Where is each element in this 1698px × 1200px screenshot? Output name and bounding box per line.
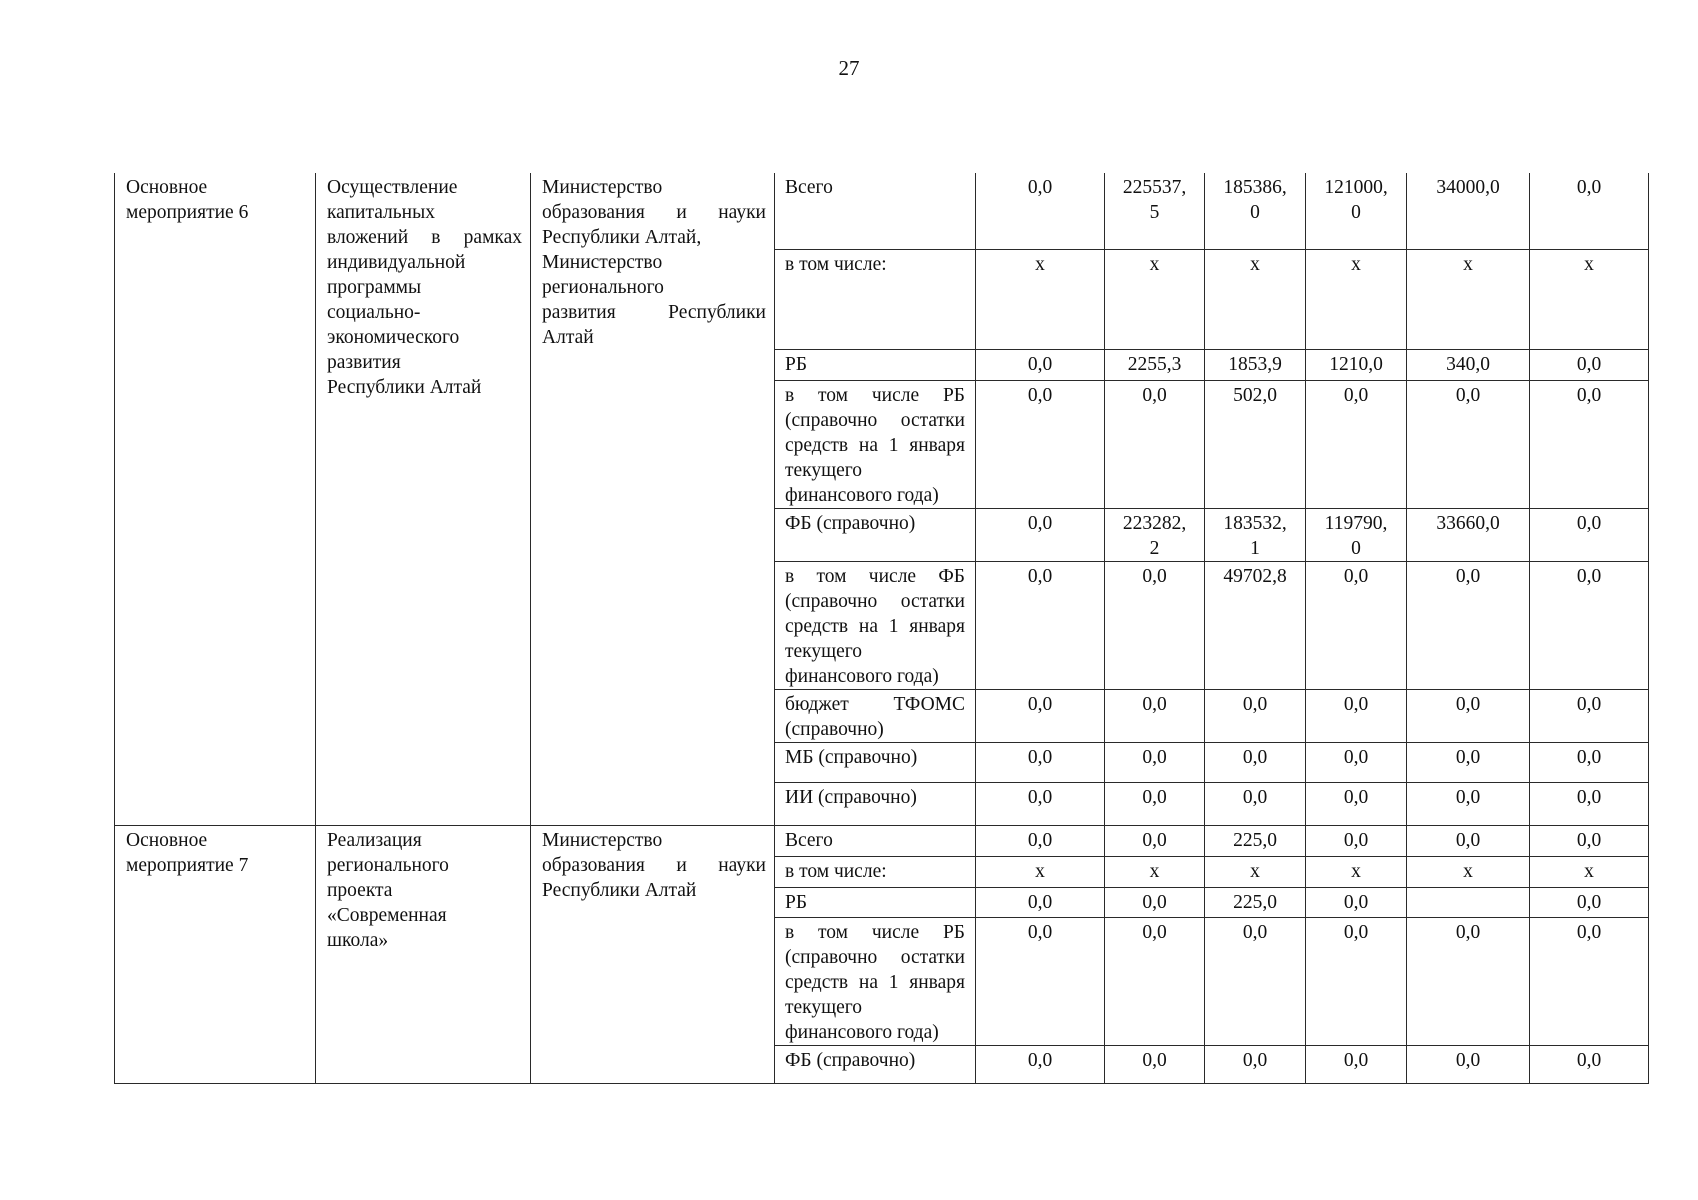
amount-cell: x [1407, 249, 1530, 349]
amount-cell: 0,0 [1407, 689, 1530, 742]
executor-line: образования и науки [542, 854, 766, 876]
amount-cell: 0,0 [1530, 380, 1649, 508]
event-line: мероприятие 7 [126, 854, 249, 876]
amount-cell: 183532, 1 [1205, 508, 1306, 561]
amount-cell: 0,0 [1407, 917, 1530, 1045]
amount-cell: x [1530, 249, 1649, 349]
amount-cell: 0,0 [1530, 782, 1649, 825]
amount-cell: x [976, 856, 1105, 887]
amount-cell: x [1105, 249, 1205, 349]
executor-line: регионального [542, 277, 664, 298]
event-cell [115, 173, 316, 825]
executor-cell [531, 173, 775, 825]
funding-source-cell: в том числе ФБ (справочно остатки средств на 1 января текущего финансового года) [775, 561, 976, 689]
event-cell [115, 825, 316, 1083]
amount-cell: 0,0 [1306, 782, 1407, 825]
amount-cell: 0,0 [1306, 825, 1407, 856]
amount-cell: 0,0 [1306, 887, 1407, 917]
amount-cell: 223282, 2 [1105, 508, 1205, 561]
amount-cell: 34000,0 [1407, 173, 1530, 249]
funding-source-cell: в том числе РБ (справочно остатки средств на 1 января текущего финансового года) [775, 917, 976, 1045]
executor-line: развития Республики [542, 302, 766, 323]
event-name-line: капитальных [327, 202, 435, 223]
amount-cell: 121000, 0 [1306, 173, 1407, 249]
amount-cell: 0,0 [1530, 689, 1649, 742]
amount-cell: 33660,0 [1407, 508, 1530, 561]
funding-source-cell: бюджет ТФОМС (справочно) [775, 689, 976, 742]
amount-cell: 0,0 [976, 380, 1105, 508]
amount-cell: 49702,8 [1205, 561, 1306, 689]
amount-cell: 0,0 [976, 508, 1105, 561]
funding-source-cell: ФБ (справочно) [775, 508, 976, 561]
amount-cell: 0,0 [976, 689, 1105, 742]
event-line: Основное [126, 829, 208, 851]
executor-line: Министерство [542, 252, 663, 273]
funding-source-cell: ФБ (справочно) [775, 1045, 976, 1083]
amount-cell: x [1105, 856, 1205, 887]
executor-line: Республики Алтай, [542, 227, 702, 248]
amount-cell: 0,0 [1105, 825, 1205, 856]
amount-cell: 0,0 [1407, 825, 1530, 856]
amount-cell: 0,0 [1407, 380, 1530, 508]
executor-line: Министерство [542, 177, 663, 198]
amount-cell: 0,0 [1105, 380, 1205, 508]
amount-cell: 225537, 5 [1105, 173, 1205, 249]
table-body [115, 173, 1649, 1083]
event-name-line: Осуществление [327, 177, 458, 198]
event-name-line: «Современная [327, 904, 447, 926]
table-row [115, 825, 1649, 856]
executor-line: образования и науки [542, 202, 766, 223]
funding-source-cell: в том числе РБ (справочно остатки средств на 1 января текущего финансового года) [775, 380, 976, 508]
amount-cell: 0,0 [976, 561, 1105, 689]
page-number: 27 [838, 56, 860, 80]
amount-cell: 0,0 [976, 349, 1105, 380]
event-name-line: программы [327, 277, 422, 298]
amount-cell: 0,0 [1530, 917, 1649, 1045]
amount-cell: 0,0 [1105, 887, 1205, 917]
funding-source-cell: Всего [775, 825, 976, 856]
financing-table [114, 173, 1649, 1084]
funding-source-cell: МБ (справочно) [775, 742, 976, 782]
amount-cell: x [1306, 249, 1407, 349]
amount-cell: 119790, 0 [1306, 508, 1407, 561]
event-name-cell [316, 825, 531, 1083]
amount-cell: 0,0 [1205, 1045, 1306, 1083]
amount-cell: x [1530, 856, 1649, 887]
event-name-line: проекта [327, 879, 393, 901]
amount-cell: 502,0 [1205, 380, 1306, 508]
amount-cell: 0,0 [1105, 917, 1205, 1045]
amount-cell: 225,0 [1205, 825, 1306, 856]
amount-cell: x [976, 249, 1105, 349]
executor-cell [531, 825, 775, 1083]
amount-cell: 225,0 [1205, 887, 1306, 917]
amount-cell: 0,0 [1530, 742, 1649, 782]
amount-cell: 0,0 [976, 742, 1105, 782]
amount-cell: 0,0 [1530, 561, 1649, 689]
amount-cell [1407, 887, 1530, 917]
funding-source-cell: в том числе: [775, 249, 976, 349]
executor-line: Алтай [542, 327, 594, 348]
amount-cell: 0,0 [1530, 1045, 1649, 1083]
amount-cell: 0,0 [976, 782, 1105, 825]
event-name-line: школа» [327, 929, 389, 951]
amount-cell: 0,0 [976, 825, 1105, 856]
event-name-line: регионального [327, 854, 449, 876]
event-line: Основное [126, 177, 208, 198]
amount-cell: 0,0 [1407, 561, 1530, 689]
event-name-line: Республики Алтай [327, 377, 482, 398]
amount-cell: 0,0 [1407, 1045, 1530, 1083]
amount-cell: 0,0 [976, 887, 1105, 917]
amount-cell: x [1205, 249, 1306, 349]
amount-cell: 1210,0 [1306, 349, 1407, 380]
amount-cell: 0,0 [1530, 173, 1649, 249]
amount-cell: 0,0 [1530, 825, 1649, 856]
amount-cell: 340,0 [1407, 349, 1530, 380]
amount-cell: 0,0 [1306, 1045, 1407, 1083]
amount-cell: x [1407, 856, 1530, 887]
amount-cell: 0,0 [1306, 917, 1407, 1045]
event-name-line: экономического [327, 327, 460, 348]
amount-cell: 0,0 [1105, 689, 1205, 742]
event-name-line: развития [327, 352, 401, 373]
amount-cell: 0,0 [976, 173, 1105, 249]
amount-cell: 0,0 [1205, 689, 1306, 742]
funding-source-cell: ИИ (справочно) [775, 782, 976, 825]
amount-cell: 0,0 [976, 1045, 1105, 1083]
amount-cell: 0,0 [1530, 508, 1649, 561]
amount-cell: 0,0 [1306, 689, 1407, 742]
amount-cell: 0,0 [1105, 1045, 1205, 1083]
amount-cell: 0,0 [1306, 742, 1407, 782]
funding-source-cell: Всего [775, 173, 976, 249]
table-row [115, 173, 1649, 249]
amount-cell: 2255,3 [1105, 349, 1205, 380]
amount-cell: 0,0 [1530, 887, 1649, 917]
amount-cell: 0,0 [1205, 917, 1306, 1045]
event-name-line: Реализация [327, 829, 422, 851]
event-name-line: вложений в рамках [327, 227, 522, 248]
event-line: мероприятие 6 [126, 202, 249, 223]
amount-cell: 0,0 [1205, 742, 1306, 782]
amount-cell: 0,0 [1205, 782, 1306, 825]
amount-cell: 0,0 [1407, 742, 1530, 782]
amount-cell: 185386, 0 [1205, 173, 1306, 249]
amount-cell: 0,0 [1105, 742, 1205, 782]
amount-cell: 0,0 [1306, 561, 1407, 689]
executor-line: Республики Алтай [542, 879, 697, 901]
amount-cell: 0,0 [1407, 782, 1530, 825]
funding-source-cell: в том числе: [775, 856, 976, 887]
amount-cell: 0,0 [1105, 561, 1205, 689]
amount-cell: 1853,9 [1205, 349, 1306, 380]
funding-source-cell: РБ [775, 349, 976, 380]
amount-cell: x [1306, 856, 1407, 887]
amount-cell: 0,0 [976, 917, 1105, 1045]
amount-cell: 0,0 [1306, 380, 1407, 508]
event-name-cell [316, 173, 531, 825]
amount-cell: 0,0 [1530, 349, 1649, 380]
amount-cell: x [1205, 856, 1306, 887]
event-name-line: индивидуальной [327, 252, 466, 273]
amount-cell: 0,0 [1105, 782, 1205, 825]
funding-source-cell: РБ [775, 887, 976, 917]
event-name-line: социально- [327, 302, 421, 323]
executor-line: Министерство [542, 829, 663, 851]
